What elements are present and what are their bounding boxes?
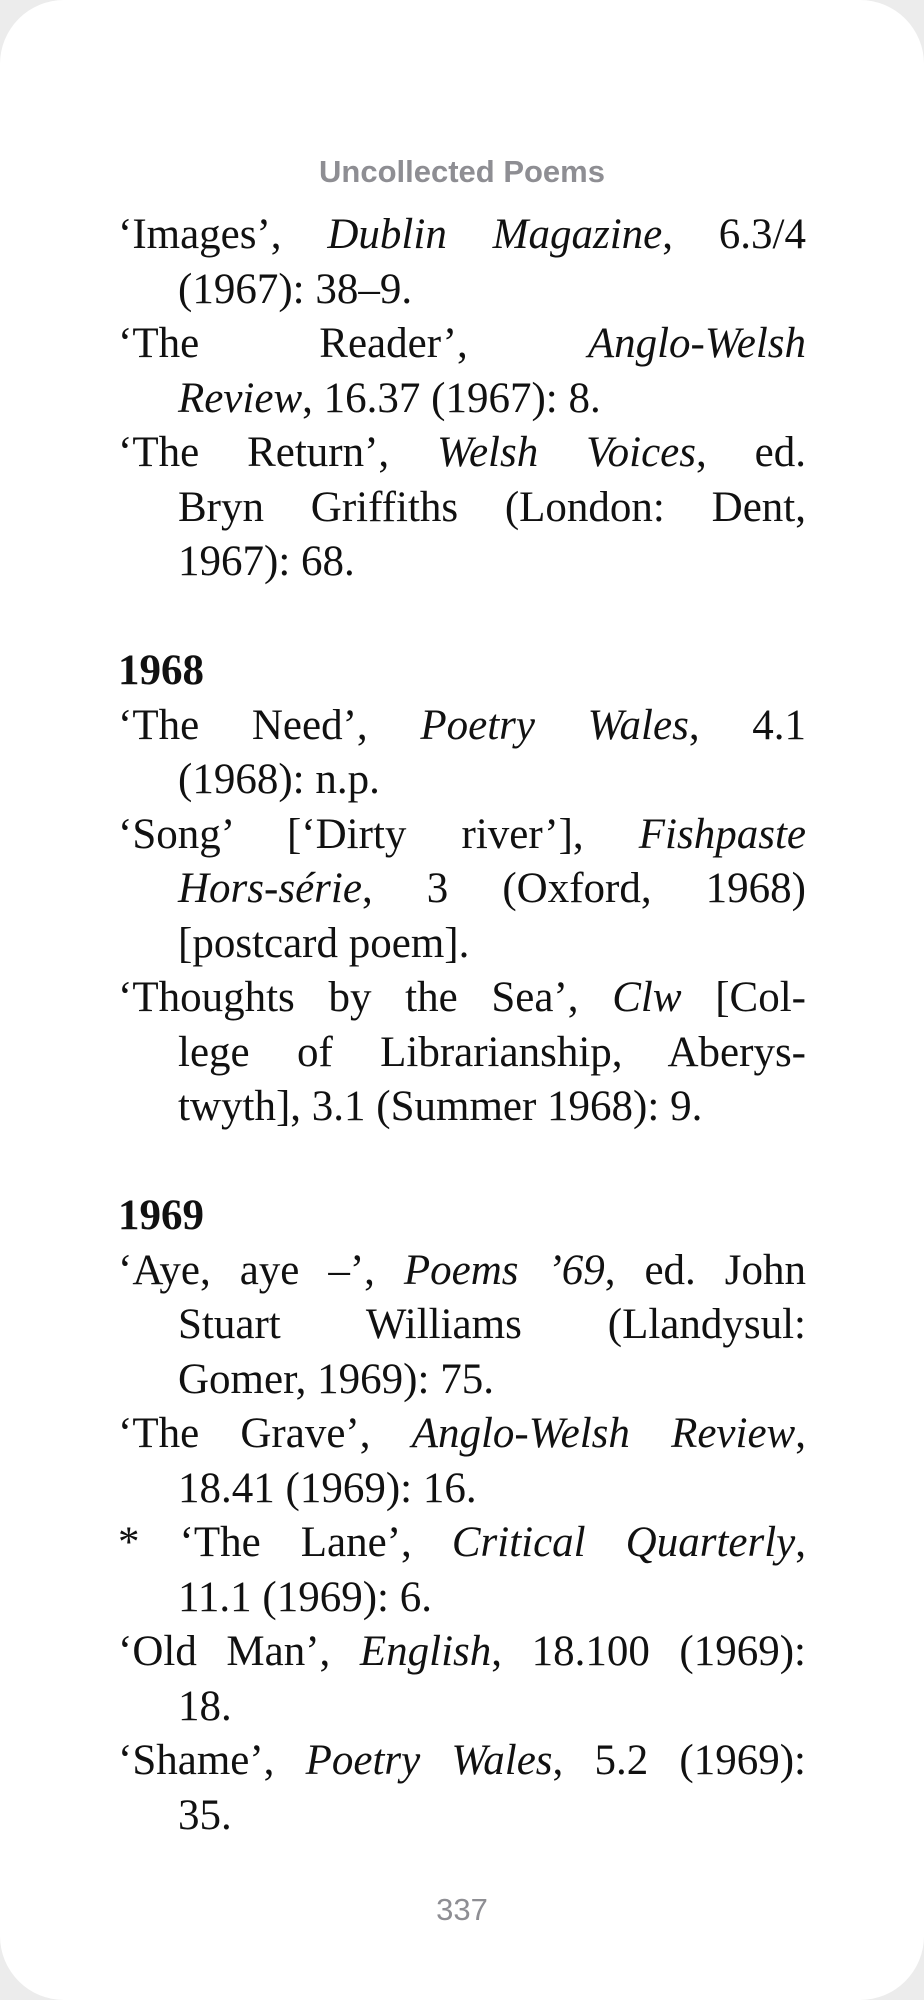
bibliography-entry	[118, 808, 806, 972]
entry-text: ‘Shame’,	[118, 1737, 306, 1784]
entry-text: , 16.37 (1967): 8.	[302, 374, 601, 422]
entry-text: [Col-	[681, 974, 806, 1021]
section-gap	[118, 590, 806, 645]
bibliography-entry	[118, 971, 806, 1135]
publication-title: Clw	[612, 974, 682, 1021]
entry-line	[118, 971, 806, 1026]
entry-text: , ed. John	[604, 1246, 806, 1294]
entry-text: , 5.2 (1969):	[552, 1737, 806, 1784]
year-heading: 1969	[118, 1192, 204, 1239]
publication-title: Dublin Magazine	[327, 211, 663, 258]
entry-line	[118, 699, 807, 754]
entry-text: ‘Images’,	[118, 211, 328, 258]
publication-title: Critical Quarterly	[451, 1519, 796, 1566]
bibliography-entry	[118, 1244, 806, 1408]
publication-title: Anglo-Welsh	[587, 320, 806, 367]
entry-text: lege of Librarianship, Aberys-	[178, 1028, 806, 1076]
bibliography-entry	[118, 1734, 806, 1843]
entry-text: * ‘The Lane’,	[118, 1519, 452, 1566]
publication-title: Poems ’69	[403, 1246, 605, 1294]
bibliography-entry	[118, 1407, 806, 1516]
entry-line	[178, 862, 806, 917]
entry-line	[118, 1407, 806, 1462]
entry-text: ,	[795, 1519, 806, 1566]
entry-text: ‘The Grave’,	[118, 1410, 412, 1457]
entry-line	[178, 1298, 806, 1353]
entry-line	[118, 1244, 806, 1299]
entry-line	[118, 808, 806, 863]
bibliography-entry	[118, 426, 806, 590]
entry-line	[178, 372, 806, 427]
entry-text: , 18.100 (1969):	[491, 1628, 806, 1675]
entry-line	[178, 481, 806, 536]
entry-text: [postcard poem].	[178, 919, 470, 967]
publication-title: Poetry Wales	[420, 701, 689, 749]
entry-text: , 6.3/4	[662, 211, 806, 258]
bibliography-entry	[118, 699, 806, 808]
entry-text: 11.1 (1969): 6.	[178, 1573, 432, 1621]
entry-text: ‘The Return’,	[118, 429, 438, 476]
entry-text: Gomer, 1969): 75.	[178, 1355, 494, 1403]
entry-line	[178, 1026, 806, 1081]
entry-line	[178, 1571, 806, 1626]
entry-text: 1967): 68.	[178, 538, 355, 585]
entry-line	[178, 1789, 806, 1844]
entry-text: 18.	[178, 1682, 232, 1730]
entry-line	[178, 1080, 806, 1135]
entry-text: , 4.1	[688, 701, 807, 749]
entry-text: (1967): 38–9.	[178, 265, 413, 313]
entry-line	[118, 1516, 806, 1571]
entry-line	[118, 426, 806, 481]
entry-text: ‘Thoughts by the Sea’,	[118, 974, 613, 1021]
bibliography-list	[118, 208, 806, 1843]
entry-line	[178, 753, 806, 808]
publication-title: Hors-série	[178, 865, 362, 912]
bibliography-entry	[118, 1516, 806, 1625]
bibliography-entry	[118, 1625, 806, 1734]
entry-text: , ed.	[696, 429, 806, 476]
section-gap	[118, 1135, 806, 1190]
entry-text: 18.41 (1969): 16.	[178, 1464, 477, 1512]
page-number: 337	[436, 1892, 488, 1927]
entry-text: , 3 (Oxford, 1968)	[361, 865, 806, 912]
entry-text: ‘Aye, aye –’,	[118, 1246, 404, 1294]
bibliography-entry	[118, 208, 806, 317]
entry-text: ‘Song’ [‘Dirty river’],	[118, 810, 639, 858]
entry-text: ‘The Reader’,	[118, 320, 588, 367]
publication-title: Fishpaste	[638, 810, 806, 858]
bibliography-entry	[118, 317, 806, 426]
publication-title: English	[359, 1628, 492, 1675]
running-head: Uncollected Poems	[319, 154, 605, 189]
entry-line	[178, 1353, 806, 1408]
entry-text: (1968): n.p.	[178, 756, 380, 803]
entry-text: 35.	[178, 1791, 232, 1839]
entry-line	[118, 317, 806, 372]
entry-text: ,	[795, 1410, 806, 1457]
publication-title: Anglo-Welsh Review	[411, 1410, 796, 1457]
entry-text: Bryn Griffiths (London: Dent,	[178, 483, 806, 531]
entry-line	[178, 263, 806, 318]
entry-line	[178, 1462, 806, 1517]
publication-title: Welsh Voices	[437, 429, 696, 476]
entry-line	[178, 535, 806, 590]
entry-line	[178, 917, 806, 972]
entry-text: Stuart Williams (Llandysul:	[178, 1301, 806, 1348]
year-heading: 1968	[118, 647, 204, 694]
publication-title: Review	[178, 374, 303, 422]
entry-line	[118, 1734, 806, 1789]
entry-text: ‘Old Man’,	[118, 1628, 360, 1675]
publication-title: Poetry Wales	[305, 1737, 553, 1784]
entry-line	[178, 1680, 806, 1735]
entry-text: ‘The Need’,	[118, 701, 421, 749]
entry-line	[118, 1625, 806, 1680]
entry-text: twyth], 3.1 (Summer 1968): 9.	[178, 1083, 703, 1130]
entry-line	[118, 208, 806, 263]
